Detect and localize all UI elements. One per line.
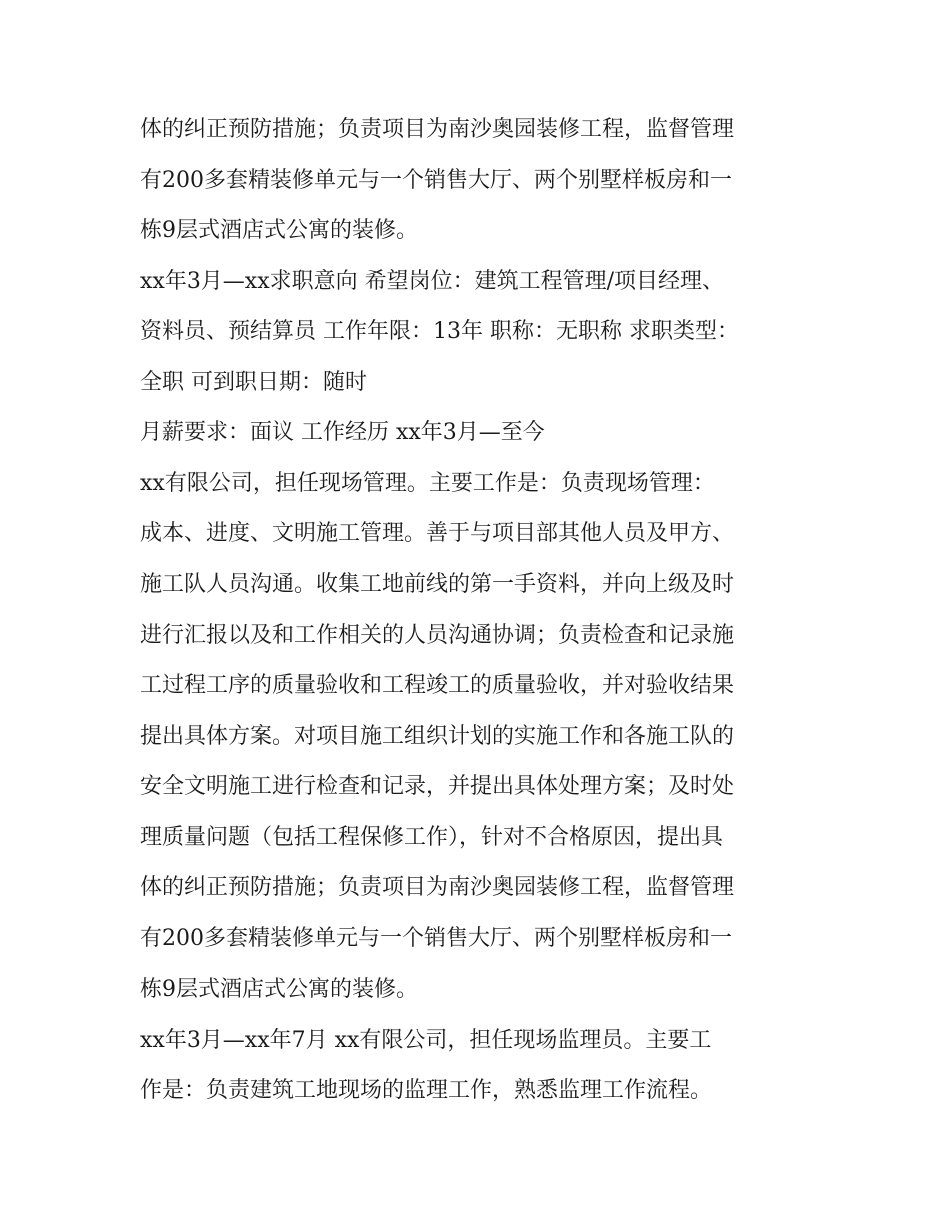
- text-line: xx年3月—xx求职意向 希望岗位：建筑工程管理/项目经理、: [140, 269, 725, 294]
- text-line: 栋9层式酒店式公寓的装修。: [140, 977, 418, 1002]
- text-line: 提出具体方案。对项目施工组织计划的实施工作和各施工队的: [140, 724, 735, 749]
- text-line: 栋9层式酒店式公寓的装修。: [140, 218, 418, 243]
- text-line: 工过程工序的质量验收和工程竣工的质量验收，并对验收结果: [140, 673, 735, 698]
- text-line: 月薪要求：面议 工作经历 xx年3月—至今: [140, 420, 545, 445]
- text-line: xx年3月—xx年7月 xx有限公司，担任现场监理员。主要工: [140, 1028, 712, 1053]
- text-line: 体的纠正预防措施；负责项目为南沙奥园装修工程，监督管理: [140, 875, 735, 900]
- text-line: 进行汇报以及和工作相关的人员沟通协调；负责检查和记录施: [140, 623, 735, 648]
- text-line: 全职 可到职日期：随时: [140, 370, 367, 395]
- text-line: 资料员、预结算员 工作年限：13年 职称：无职称 求职类型：: [140, 319, 739, 344]
- text-line: 安全文明施工进行检查和记录，并提出具体处理方案；及时处: [140, 774, 735, 799]
- text-line: 体的纠正预防措施；负责项目为南沙奥园装修工程，监督管理: [140, 117, 735, 142]
- text-line: 施工队人员沟通。收集工地前线的第一手资料，并向上级及时: [140, 572, 735, 597]
- text-line: 理质量问题（包括工程保修工作），针对不合格原因，提出具: [140, 825, 724, 850]
- text-line: 成本、进度、文明施工管理。善于与项目部其他人员及甲方、: [140, 521, 735, 546]
- text-line: xx有限公司，担任现场管理。主要工作是：负责现场管理：: [140, 471, 715, 496]
- text-line: 作是：负责建筑工地现场的监理工作，熟悉监理工作流程。: [140, 1078, 713, 1103]
- text-line: 有200多套精装修单元与一个销售大厅、两个别墅样板房和一: [140, 926, 732, 951]
- text-line: 有200多套精装修单元与一个销售大厅、两个别墅样板房和一: [140, 168, 732, 193]
